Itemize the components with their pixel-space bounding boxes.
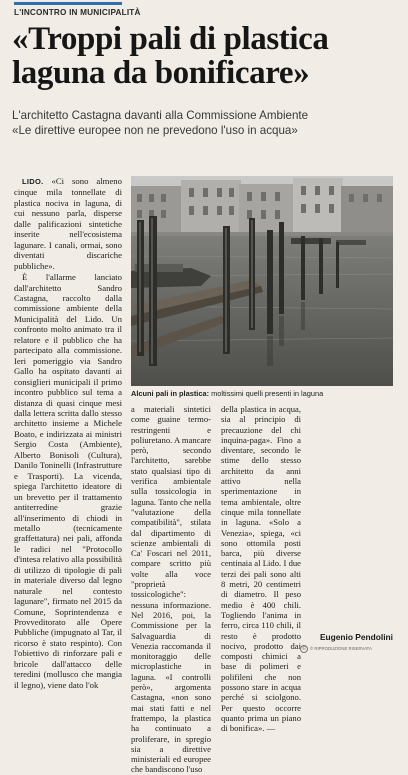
author-byline: Eugenio Pendolini: [319, 632, 393, 642]
paragraph-1-text: «Ci sono almeno cinque mila tonnellate di plastica nociva in laguna, di cui nessuno parla, disperse dalle palificazioni sintetiche inserite nell'ecosistema lagunare. I canali, ormai, sono diventati discariche pubbliche».: [14, 176, 122, 271]
copyright-icon: ©: [300, 645, 308, 653]
kicker-accent-bar: [14, 2, 122, 5]
article-paragraph-1: [14, 176, 122, 271]
photo-caption-bold: Alcuni pali in plastica:: [131, 389, 210, 398]
copyright-notice: [300, 645, 396, 653]
photo-caption: [131, 389, 393, 398]
kicker: L'INCONTRO IN MUNICIPALITÀ: [14, 8, 141, 17]
photo-caption-text: moltissimi quelli presenti in laguna: [209, 389, 324, 398]
lagoon-pilings-image: [131, 176, 393, 386]
copyright-text: © RIPRODUZIONE RISERVATA: [310, 646, 372, 652]
subhead-line-1: L'architetto Castagna davanti alla Commissione Ambiente: [12, 109, 309, 122]
article-column-2: a materiali sintetici come guaine termo-restringenti e poliuretano. A mancare però, secondo l'architetto, sarebbe stato qualsiasi tipo di verifica ambientale sulla tossicologia in laguna. Tanto che nella "valutazione della compatibilità", stilata dal dipartimento di scienze ambientali di Ca' Foscari nel 2011, compare scritto più volte alla voce "proprietà tossicologiche": nessuna informazione. Nel 2016, poi, la Commissione per la Salvaguardia di Venezia raccomanda il monitoraggio delle microplastiche in laguna. «I controlli però», argomenta Castagna, «non sono mai stati fatti e nel frattempo, la plastica ha continuato a proliferare, in spregio sia a direttive ministeriali ed europee che bandiscono l'uso: [131, 404, 211, 775]
article-column-3: della plastica in acqua, sia al principio di precauzione del chi inquina-paga». Fino a diventare, secondo le stime dello stesso architetto da anni attivo nella sperimentazione in tema ambientale, oltre cinque mila tonnellate in laguna. «Solo a Venezia», spiega, «ci sono ottomila posti barca, più diverse centinaia al Lido. I due terzi dei pali sono alti 8 metri, 20 centimetri di diametro. Il peso medio è 400 chili. Togliendo l'anima in ferro, circa 110 chili, il resto è prodotto nocivo, prodotto dai composti chimici a base di polimeri e polifileni che non possono stare in acqua perché si sciolgono. Per questo occorre quanto prima un piano di bonifica». —: [221, 404, 301, 734]
article-paragraph-2: È l'allarme lanciato dall'architetto Sandro Castagna, raccolto dalla commissione ambiente della Municipalità del Lido. Un confronto molto animato tra il relatore e il pubblico che ha partecipato alla commissione. Ieri pomeriggio via Sandro Gallo ha ospitato davanti ai consiglieri municipali il primo incontro pubblico sul tema a distanza di quasi cinque mesi dalla lettera scritta dallo stesso architetto insieme a Michele Boato, e indirizzata ai ministri Sergio Costa (Ambiente), Alberto Bonisoli (Cultura), Danilo Toninelli (Infrastrutture e Trasporti). La vicenda, spiega l'architetto ideatore di un brevetto per il trattamento antiterredine grazie all'inserimento di chiodi in metallo (tecnicamente graffettatura) nei pali, affonda le radici nel "Protocollo d'intesa relativo alla possibilità di utilizzo di tipologie di pali in materiale diverso dal legno naturale nel contesto lagunare", firmato nel 2015 da Comune, Soprintendenza e Provveditorato alle Opere Pubbliche (impugnato al Tar, il ricorso è stato respinto). Con l'obiettivo di rinforzare pali e bricole dall'attacco delle teredini (mollusco che mangia il legno), viene dato l'ok: [14, 272, 122, 690]
article-column-1: [14, 176, 122, 690]
subhead: [12, 108, 404, 138]
lagoon-photo: [131, 176, 393, 386]
dateline: LIDO.: [22, 177, 44, 186]
subhead-line-2: «Le direttive europee non ne prevedono l'uso in acqua»: [12, 124, 298, 137]
headline: «Troppi pali di plastica laguna da bonificare»: [12, 21, 329, 91]
